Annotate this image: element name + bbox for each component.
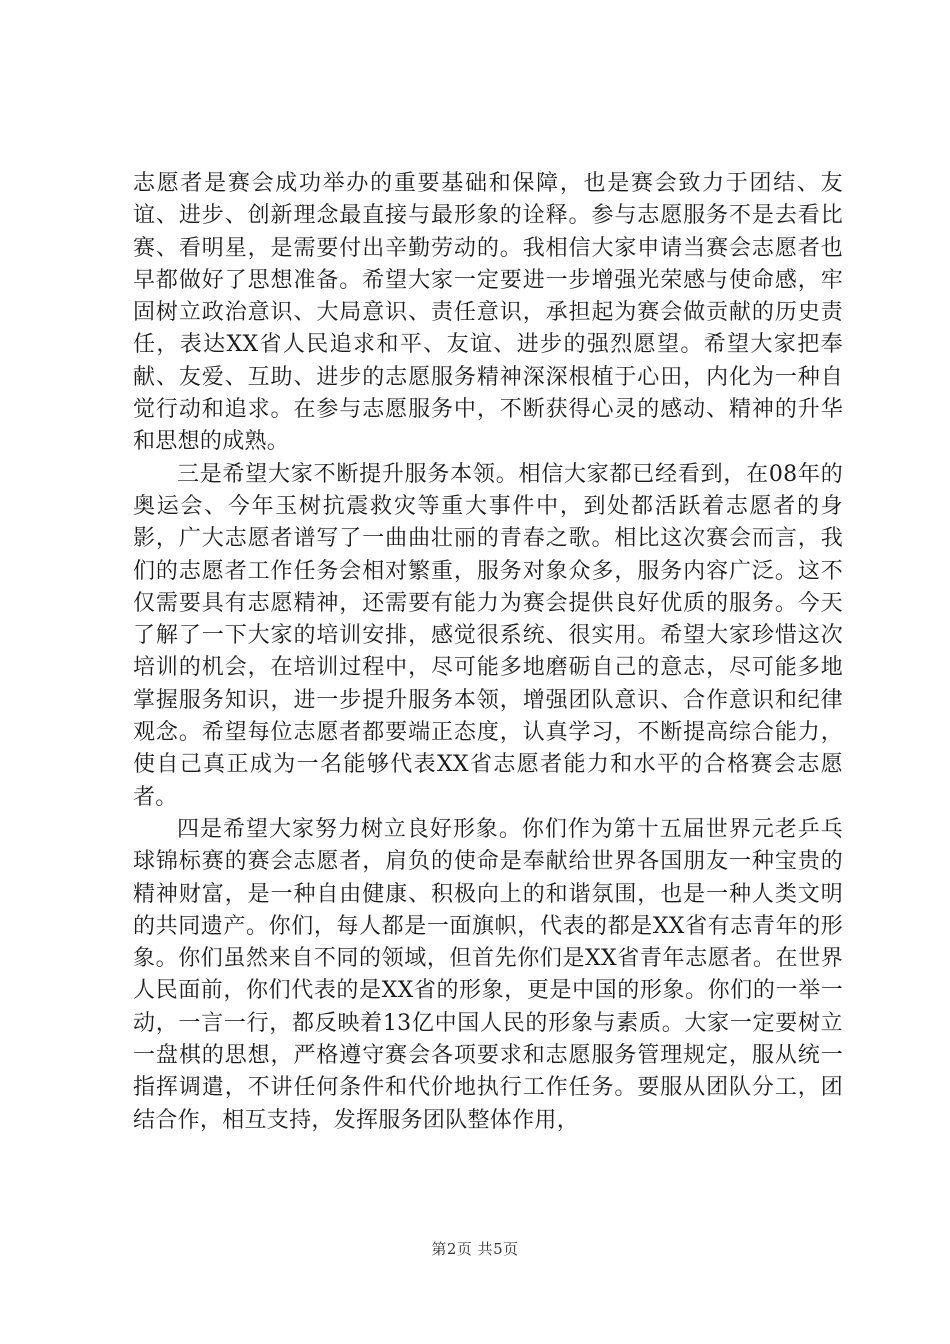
paragraph-good-image: 四是希望大家努力树立良好形象。你们作为第十五届世界元老乒乓球锦标赛的赛会志愿者，肩负的使命是奉献给世界各国朋友一种宝贵的精神财富，是一种自由健康、积极向上的和谐氛围，也是一种人类文明的共同遗产。你们，每人都是一面旗帜，代表的都是XX省有志青年的形象。你们虽然来自不同的领域，但首先你们是XX省青年志愿者。在世界人民面前，你们代表的是XX省的形象，更是中国的形象。你们的一举一动，一言一行，都反映着13亿中国人民的形象与素质。大家一定要树立一盘棋的思想，严格遵守赛会各项要求和志愿服务管理规定，服从统一指挥调遣，不讲任何条件和代价地执行工作任务。要服从团队分工，团结合作，相互支持，发挥服务团队整体作用， (133, 816, 843, 1133)
paragraph-service-skills: 三是希望大家不断提升服务本领。相信大家都已经看到，在08年的奥运会、今年玉树抗震救灾等重大事件中，到处都活跃着志愿者的身影，广大志愿者谱写了一曲曲壮丽的青春之歌。相比这次赛会而言，我们的志愿者工作任务会相对繁重，服务对象众多，服务内容广泛。这不仅需要具有志愿精神，还需要有能力为赛会提供良好优质的服务。今天了解了一下大家的培训安排，感觉很系统、很实用。希望大家珍惜这次培训的机会，在培训过程中，尽可能多地磨砺自己的意志，尽可能多地掌握服务知识，进一步提升服务本领，增强团队意识、合作意识和纪律观念。希望每位志愿者都要端正态度，认真学习，不断提高综合能力，使自己真正成为一名能够代表XX省志愿者能力和水平的合格赛会志愿者。 (133, 461, 843, 810)
page-number-footer: 第2页 共5页 (431, 1240, 519, 1258)
document-body (133, 168, 843, 1137)
paragraph-continuation: 志愿者是赛会成功举办的重要基础和保障，也是赛会致力于团结、友谊、进步、创新理念最直接与最形象的诠释。参与志愿服务不是去看比赛、看明星，是需要付出辛勤劳动的。我相信大家申请当赛会志愿者也早都做好了思想准备。希望大家一定要进一步增强光荣感与使命感，牢固树立政治意识、大局意识、责任意识，承担起为赛会做贡献的历史责任，表达XX省人民追求和平、友谊、进步的强烈愿望。希望大家把奉献、友爱、互助、进步的志愿服务精神深深根植于心田，内化为一种自觉行动和追求。在参与志愿服务中，不断获得心灵的感动、精神的升华和思想的成熟。 (133, 171, 843, 455)
